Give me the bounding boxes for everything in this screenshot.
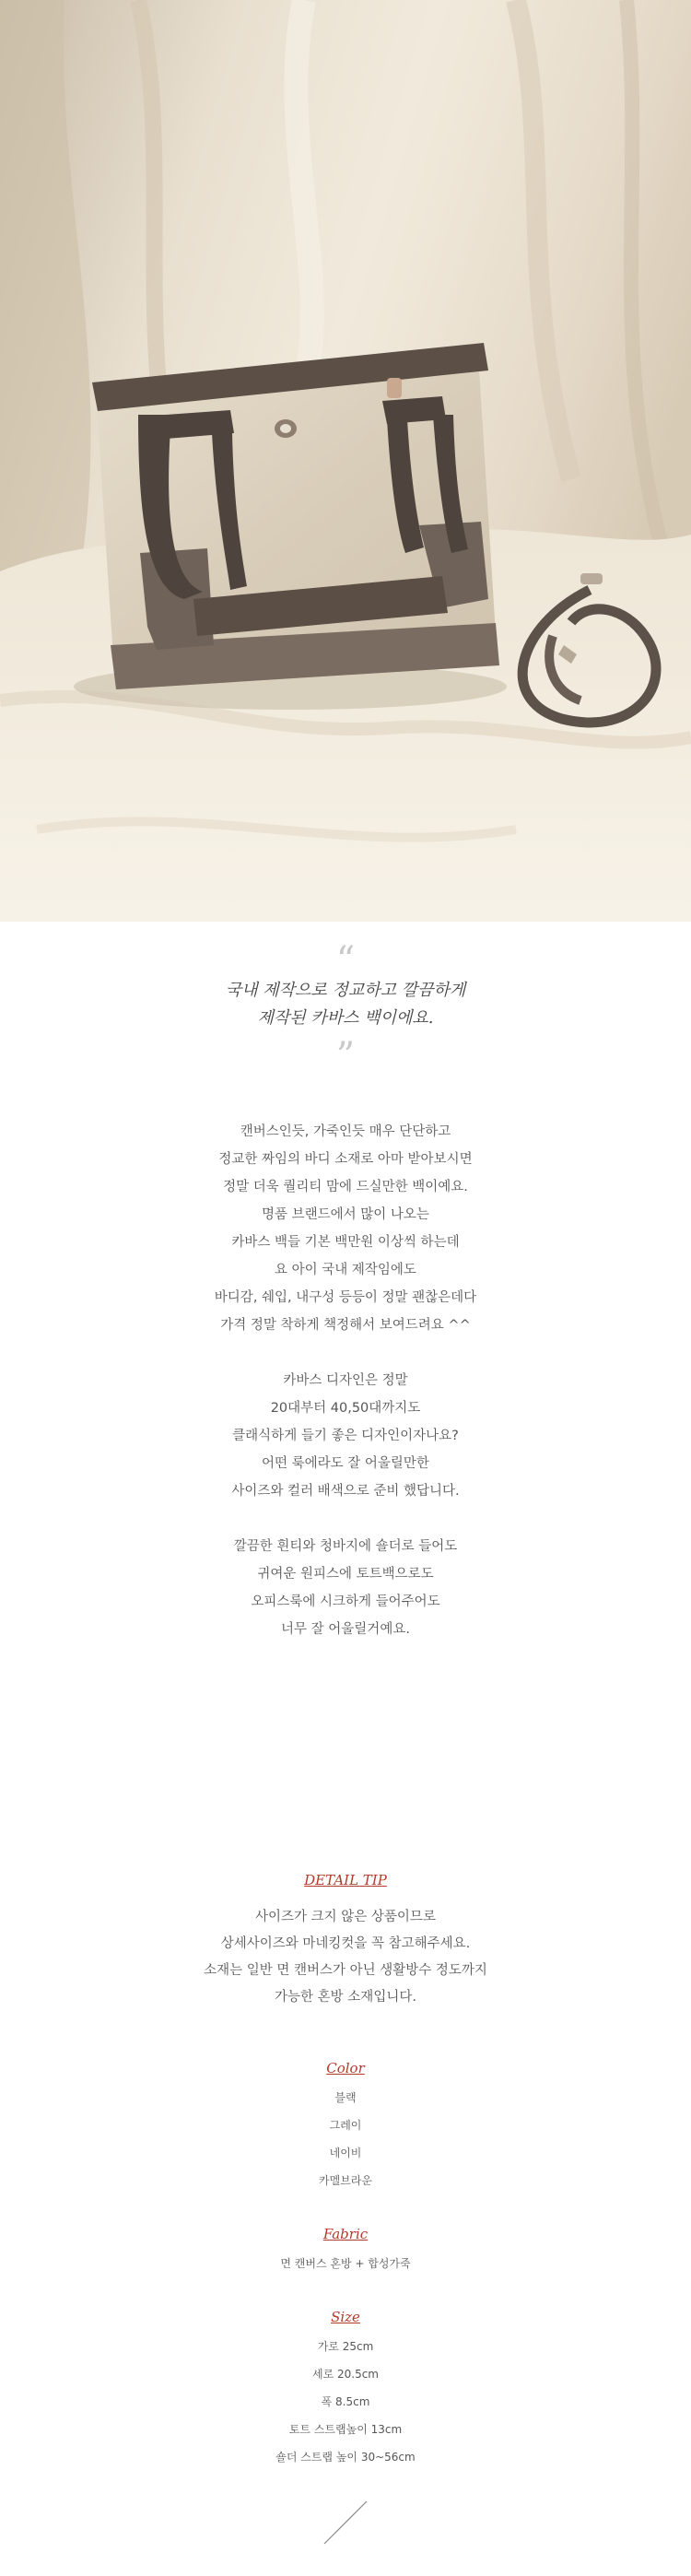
paragraph-line: 귀여운 원피스에 토트백으로도 [257,1567,434,1582]
paragraph-line: 명품 브랜드에서 많이 나오는 [262,1207,429,1222]
paragraph-line: 카바스 백들 기본 백만원 이상씩 하는데 [231,1235,460,1250]
detail-line: 상세사이즈와 마네킹컷을 꼭 참고해주세요. [220,1936,471,1951]
paragraph-line: 요 아이 국내 제작임에도 [275,1263,416,1277]
description-paragraph-3 [0,1533,691,1643]
paragraph-line: 정교한 짜임의 바디 소재로 아마 받아보시면 [218,1152,473,1167]
product-photo [0,0,691,922]
paragraph-line: 오피스룩에 시크하게 들어주어도 [251,1594,440,1609]
description-paragraph-2 [0,1367,691,1505]
detail-tip-title: DETAIL TIP [304,1872,387,1888]
detail-line: 소재는 일반 면 캔버스가 아닌 생활방수 정도까지 [204,1963,487,1978]
detail-line: 사이즈가 크지 않은 상품이므로 [255,1910,436,1924]
paragraph-line: 클래식하게 들기 좋은 디자인이자나요? [232,1429,459,1443]
size-value: 가로 25cm [317,2340,374,2353]
paragraph-line: 어떤 룩에라도 잘 어울릴만한 [262,1456,429,1471]
paragraph-line: 너무 잘 어울릴거예요. [281,1622,410,1637]
paragraph-line: 가격 정말 착하게 책정해서 보여드려요 ^^ [220,1318,471,1333]
color-section-title: Color [326,2060,365,2076]
size-value: 세로 20.5cm [311,2368,379,2381]
detail-tip-body [0,1904,691,2011]
paragraph-line: 사이즈와 컬러 배색으로 준비 했답니다. [231,1484,460,1499]
quote-line: 국내 제작으로 정교하고 깔끔하게 [225,981,466,1000]
paragraph-line: 카바스 디자인은 정말 [283,1373,408,1388]
slash-divider [321,2500,370,2546]
paragraph-line: 깔끔한 흰티와 청바지에 숄더로 들어도 [233,1539,458,1554]
paragraph-line: 바디감, 쉐입, 내구성 등등이 정말 괜찮은데다 [214,1290,477,1305]
open-quote-mark: “ [335,939,356,982]
size-value: 토트 스트랩높이 13cm [288,2423,403,2436]
fabric-list [0,2250,691,2277]
description-paragraph-1 [0,1118,691,1339]
color-option: 네이비 [329,2147,362,2159]
quote-line: 제작된 카바스 백이에요. [257,1008,434,1028]
color-option: 그레이 [329,2119,362,2132]
size-value: 폭 8.5cm [321,2395,370,2408]
color-list [0,2084,691,2194]
size-section-title: Size [331,2309,360,2325]
paragraph-line: 정말 더욱 퀄리티 맘에 드실만한 백이예요. [223,1180,468,1194]
size-list [0,2333,691,2471]
color-option: 카멜브라운 [319,2174,372,2187]
paragraph-line: 캔버스인듯, 가죽인듯 매우 단단하고 [240,1124,451,1139]
color-option: 블랙 [334,2091,357,2104]
fabric-section-title: Fabric [322,2226,369,2242]
close-quote-mark: ” [335,1035,356,1077]
paragraph-line: 20대부터 40,50대까지도 [270,1401,421,1416]
detail-line: 가능한 혼방 소재입니다. [275,1990,416,2005]
intro-quote [0,977,691,1032]
size-value: 숄더 스트랩 높이 30~56cm [275,2451,416,2464]
fabric-value: 면 캔버스 혼방 + 합성가죽 [280,2257,411,2270]
